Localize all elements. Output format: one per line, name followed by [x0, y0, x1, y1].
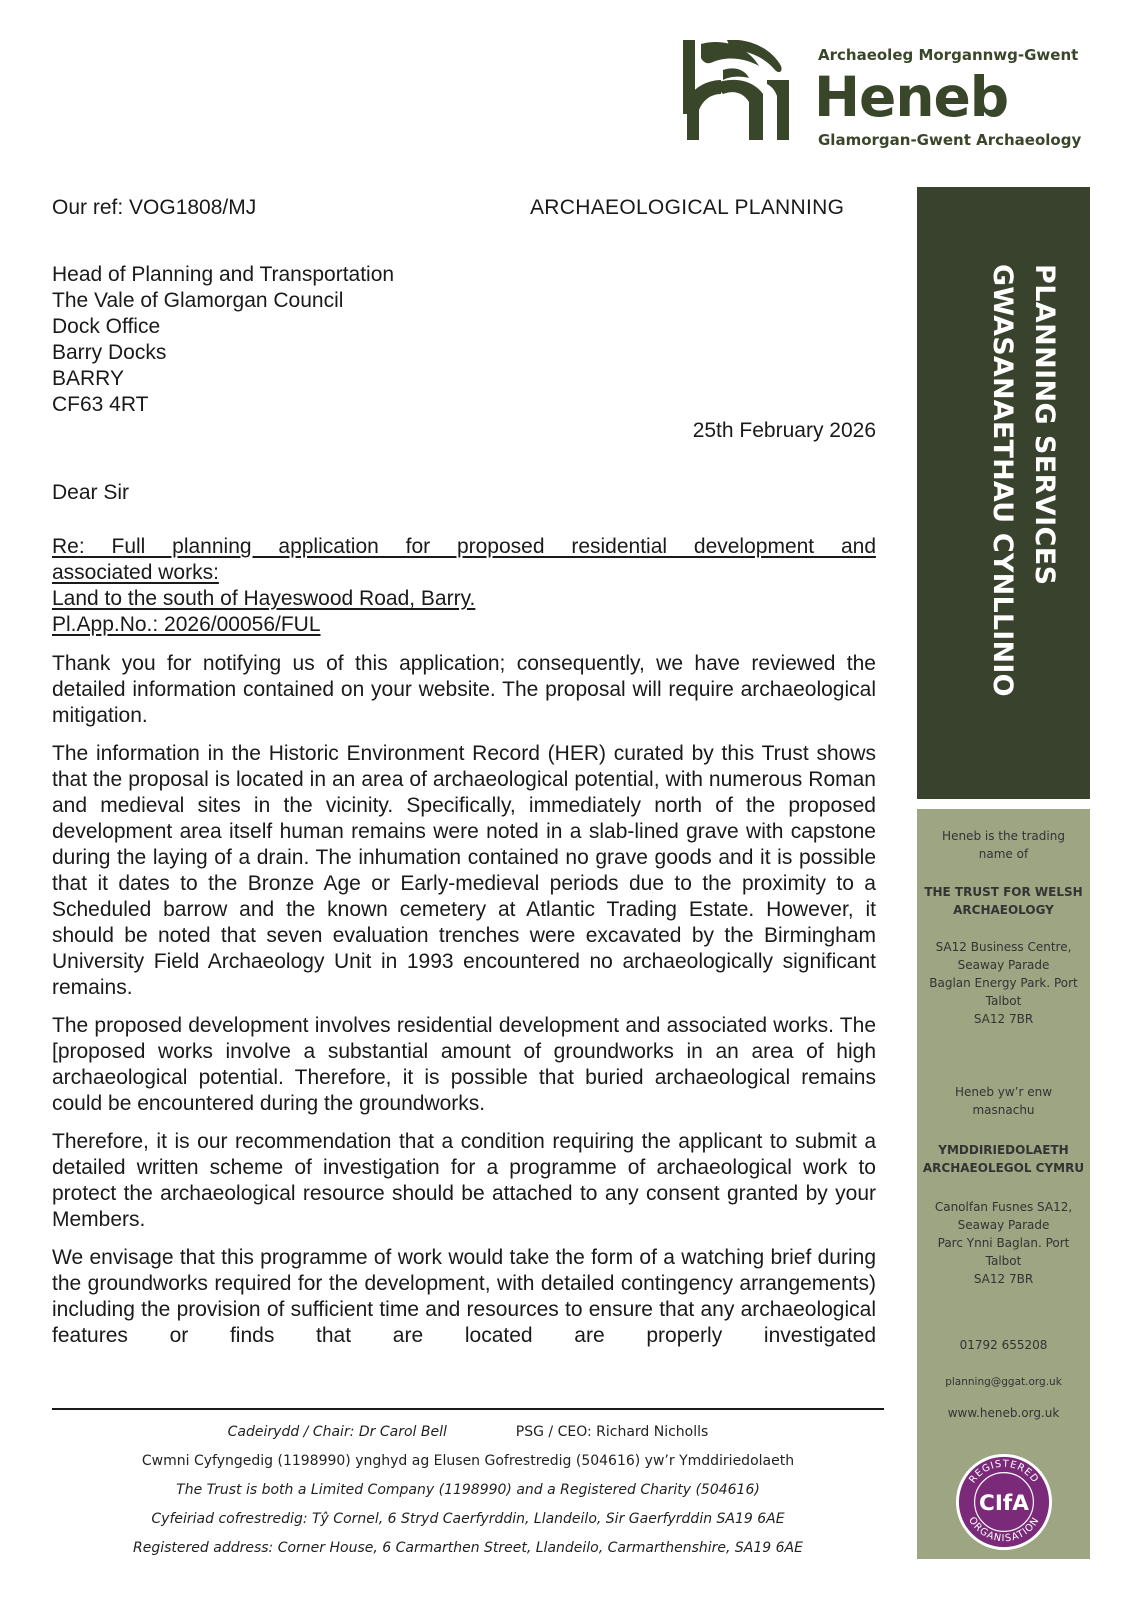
sidebar-text: Talbot	[985, 994, 1022, 1008]
sidebar-text: ARCHAEOLOGY	[953, 903, 1054, 917]
subject-line: Re: Full planning application for proposed residential development and	[52, 535, 876, 558]
sidebar-text: Seaway Parade	[957, 1218, 1050, 1232]
address-line: Head of Planning and Transportation	[52, 263, 395, 286]
sidebar-text: Seaway Parade	[957, 958, 1050, 972]
footer-english-company: The Trust is both a Limited Company (1198990) and a Registered Charity (504616)	[176, 1482, 760, 1498]
cifa-ring-top-text: REGISTERED	[967, 1458, 1041, 1486]
sidebar-text: SA12 7BR	[973, 1272, 1034, 1286]
body-paragraph: The proposed development involves residential development and associated works. The [proposed works involve a substantial amount of groundworks in an area of high archaeological potential. Therefore, it is possible that buried archaeological remains could be encountered during the groundworks.	[52, 1014, 876, 1115]
sidebar-cy-address	[917, 1198, 1090, 1288]
body-paragraph: We envisage that this programme of work would take the form of a watching brief during the groundworks required for the development, with detailed contingency arrangements) including the provision of sufficient time and resources to ensure that any archaeological features or finds that are located are properly investigated	[52, 1246, 876, 1347]
sidebar-text: name of	[978, 847, 1029, 861]
footer-welsh-company: Cwmni Cyfyngedig (1198990) ynghyd ag Elusen Gofrestredig (504616) yw’r Ymddiriedolaeth	[141, 1453, 795, 1469]
body-paragraph: Therefore, it is our recommendation that a condition requiring the applicant to submit a detailed written scheme of investigation for a programme of archaeological work to protect the archaeological resource should be attached to any consent granted by your Members.	[52, 1130, 876, 1231]
subject-block	[52, 534, 876, 638]
subject-line: Land to the south of Hayeswood Road, Barry.	[52, 587, 476, 610]
sidebar-text: SA12 Business Centre,	[935, 940, 1072, 954]
sidebar-text: masnachu	[972, 1103, 1035, 1117]
sidebar-website[interactable]: www.heneb.org.uk	[947, 1406, 1060, 1420]
sidebar-english-title: PLANNING SERVICES	[1029, 264, 1060, 586]
our-reference: Our ref: VOG1808/MJ	[52, 196, 257, 219]
cifa-ring-bottom-text: ORGANISATION	[966, 1515, 1042, 1545]
sidebar-text: Canolfan Fusnes SA12,	[934, 1200, 1073, 1214]
sidebar-cy-trust	[917, 1141, 1090, 1177]
sidebar-en-trust	[917, 883, 1090, 919]
address-line: The Vale of Glamorgan Council	[52, 289, 344, 312]
address-line: Dock Office	[52, 315, 161, 338]
footer-english-address: Registered address: Corner House, 6 Carmarthen Street, Llandeilo, Carmarthenshire, SA19 6AE	[133, 1540, 803, 1556]
subject-line: associated works:	[52, 561, 219, 584]
sidebar-text: Talbot	[985, 1254, 1022, 1268]
letter-body	[52, 651, 876, 1361]
footer-welsh-address: Cyfeiriad cofrestredig: Tŷ Cornel, 6 Stryd Caerfyrddin, Llandeilo, Sir Gaerfyrddin SA19 6AE	[151, 1511, 785, 1527]
sidebar-text: Heneb yw’r enw	[954, 1085, 1053, 1099]
address-line: CF63 4RT	[52, 393, 149, 416]
sidebar-phone: 01792 655208	[959, 1338, 1048, 1352]
letter-heading: ARCHAEOLOGICAL PLANNING	[530, 196, 845, 219]
sidebar-text: YMDDIRIEDOLAETH	[938, 1143, 1069, 1157]
sidebar-cy-trading	[917, 1083, 1090, 1119]
sidebar-en-trading	[917, 827, 1090, 863]
body-paragraph: The information in the Historic Environment Record (HER) curated by this Trust shows that the proposal is located in an area of archaeological potential, with numerous Roman and medieval sites in the vicinity. Specifically, immediately north of the proposed development area itself human remains were noted in a slab-lined grave with capstone during the laying of a drain. The inhumation contained no grave goods and it is possible that it dates to the Bronze Age or Early-medieval periods due to the proximity to a Scheduled barrow and the known cemetery at Atlantic Trading Estate. However, it should be noted that seven evaluation trenches were excavated by the Birmingham University Field Archaeology Unit in 1993 encountered no archaeologically significant remains.	[52, 742, 876, 999]
footer	[52, 1418, 884, 1563]
address-line: BARRY	[52, 367, 124, 390]
sidebar-vertical-title	[981, 264, 1065, 697]
footer-divider	[52, 1408, 884, 1410]
sidebar-email[interactable]: planning@ggat.org.uk	[945, 1376, 1062, 1388]
letter-date: 25th February 2026	[692, 419, 876, 442]
sidebar-text: SA12 7BR	[973, 1012, 1034, 1026]
sidebar-info-panel	[917, 809, 1090, 1559]
footer-chair: Cadeirydd / Chair: Dr Carol Bell	[227, 1424, 447, 1440]
logo-welsh-name: Archaeoleg Morgannwg-Gwent	[818, 46, 1079, 64]
subject-line: Pl.App.No.: 2026/00056/FUL	[52, 613, 321, 636]
heneb-logo-mark-icon	[683, 40, 789, 140]
footer-ceo: PSG / CEO: Richard Nicholls	[515, 1424, 709, 1440]
sidebar-welsh-title: GWASANAETHAU CYNLLINIO	[987, 264, 1018, 697]
recipient-address	[52, 262, 394, 418]
salutation: Dear Sir	[52, 481, 130, 504]
cifa-registered-organisation-icon	[955, 1453, 1053, 1551]
sidebar-text: Baglan Energy Park. Port	[929, 976, 1078, 990]
logo-title: Heneb	[814, 65, 1009, 129]
sidebar-text: Heneb is the trading	[942, 829, 1065, 843]
sidebar-text: Parc Ynni Baglan. Port	[937, 1236, 1070, 1250]
sidebar-text: ARCHAEOLEGOL CYMRU	[922, 1161, 1085, 1175]
cifa-badge-text: CIfA	[979, 1490, 1029, 1516]
sidebar-en-address	[917, 938, 1090, 1028]
body-paragraph: Thank you for notifying us of this application; consequently, we have reviewed the detailed information contained on your website. The proposal will require archaeological mitigation.	[52, 652, 876, 727]
address-line: Barry Docks	[52, 341, 167, 364]
sidebar-text: THE TRUST FOR WELSH	[924, 885, 1083, 899]
sidebar-title-wrap	[917, 187, 1090, 799]
logo-english-name: Glamorgan-Gwent Archaeology	[818, 131, 1082, 149]
